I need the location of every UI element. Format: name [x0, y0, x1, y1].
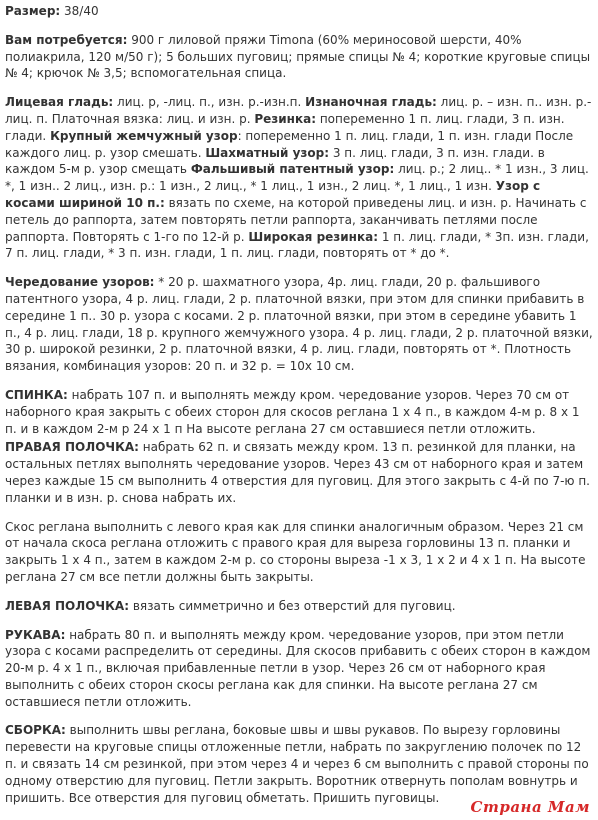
sleeves-paragraph	[5, 627, 593, 711]
back-label: СПИНКА:	[5, 387, 68, 402]
right-front-label: ПРАВАЯ ПОЛОЧКА:	[5, 440, 139, 455]
stockinette-label: Лицевая гладь:	[5, 95, 114, 110]
wide-rib-text: 1 п. лиц. глади, * 3п. изн. глади, 7 п. лиц. глади, * 3 п. изн. глади, 1 п. лиц. глади, повторять от * до *.	[5, 229, 589, 261]
patterns-paragraph	[5, 94, 593, 262]
seed-stitch-text: : попеременно 1 п. лиц. глади, 1 п. изн. глади После каждого лиц. р. узор смешать.	[5, 128, 574, 160]
reverse-stockinette-text: лиц. р. – изн. п.. изн. р.-лиц. п. Платочная вязка: лиц. и изн. р.	[5, 95, 592, 126]
chess-pattern-text: 3 п. лиц. глади, 3 п. изн. глади. в каждом 5-м р. узор смещать	[5, 145, 545, 177]
raglan-paragraph	[5, 519, 593, 586]
size-value: 38/40	[60, 4, 99, 18]
left-front-paragraph	[5, 598, 593, 615]
left-front-label: ЛЕВАЯ ПОЛОЧКА:	[5, 598, 130, 613]
materials-label: Вам потребуется:	[5, 32, 128, 47]
sleeves-label: РУКАВА:	[5, 627, 66, 642]
fake-patent-text: лиц. р.; 2 лиц.. * 1 изн., 3 лиц. *, 1 изн.. 2 лиц., изн. р.: 1 изн., 2 лиц., * 1 лиц., 1 изн., 2 лиц. *, 1 лиц., 1 изн.	[5, 162, 589, 194]
assembly-text: выполнить швы реглана, боковые швы и швы рукавов. По вырезу горловины перевести на круговые спицы отложенные петли, набрать по закруглению полочек по 12 п. и связать 14 см резинкой, при этом через 4 и через 6 см выполнить с правой стороны по одному отверстию для пуговиц. Петли закрыть. Воротник отвернуть пополам вовнутрь и пришить. Все отверстия для пуговиц обметать. Пришить пуговицы.	[5, 723, 589, 805]
sleeves-text: набрать 80 п. и выполнять между кром. чередование узоров, при этом петли узора с косами распределить от середины. Для скосов прибавить с обеих сторон в каждом 20-м р. 4 х 1 п., включая прибавленные петли в узор. Через 26 см от наборного края выполнить с обеих сторон скосы реглана как для спинки. На высоте реглана 27 см оставшиеся петли отложить.	[5, 627, 591, 709]
wide-rib-label: Широкая резинка:	[248, 229, 379, 244]
raglan-text: Скос реглана выполнить с левого края как для спинки аналогичным образом. Через 21 см от начала скоса реглана отложить с правого края для выреза горловины 13 п. планки и закрыть 1 х 4 п., затем в каждом 2-м р. со стороны выреза -1 х 3, 1 х 2 и 4 х 1 п. На высоте реглана 27 см все петли должны быть закрыты.	[5, 519, 586, 584]
fake-patent-label: Фальшивый патентный узор:	[190, 162, 395, 177]
size-paragraph	[5, 3, 593, 20]
rib-label: Резинка:	[254, 111, 317, 126]
chess-pattern-label: Шахматный узор:	[205, 145, 330, 160]
materials-text: 900 г лиловой пряжи Timona (60% мериносовой шерсти, 40% полиакрила, 120 м/50 г); 5 больших пуговиц; прямые спицы № 4; короткие круговые спицы № 4; крючок № 3,5; вспомогательная спица.	[5, 32, 591, 81]
materials-paragraph	[5, 32, 593, 82]
back-paragraph	[5, 387, 593, 437]
cable-pattern-text: вязать по схеме, на которой приведены лиц. и изн. р. Начинать с петель до раппорта, затем повторять петли раппорта, заканчивать петлями после раппорта. Повторять с 1-го по 12-й р.	[5, 195, 587, 244]
right-front-text: набрать 62 п. и связать между кром. 13 п. резинкой для планки, на остальных петлях выполнять чередование узоров. Через 43 см от наборного края и затем через каждые 15 см выполнить 4 отверстия для пуговиц. Для этого закрыть с 4-й по 7-ю п. планки и в изн. р. снова набрать их.	[5, 440, 590, 505]
reverse-stockinette-label: Изнаночная гладь:	[305, 95, 437, 110]
alternation-paragraph	[5, 274, 593, 375]
right-front-paragraph	[5, 439, 593, 506]
assembly-label: СБОРКА:	[5, 723, 66, 738]
rib-text: попеременно 1 п. лиц. глади, 3 п. изн. глади.	[5, 111, 565, 143]
back-text: набрать 107 п. и выполнять между кром. чередование узоров. Через 70 см от наборного края закрыть с обеих сторон для скосов реглана 1 х 4 п., в каждом 4-м р. 8 х 1 п. и в каждом 2-м р 24 х 1 п На высоте реглана 27 см оставшиеся петли отложить.	[5, 387, 580, 436]
cable-pattern-label: Узор с косами шириной 10 п.:	[5, 179, 541, 210]
size-label: Размер:	[5, 4, 61, 18]
alternation-text: * 20 р. шахматного узора, 4р. лиц. глади, 20 р. фальшивого патентного узора, 4 р. лиц. глади, 2 р. платочной вязки, при этом для спинки прибавить в середине 1 п.. 30 р. узора с косами. 2 р. платочной вязки, при этом в середине убавить 1 п., 4 р. лиц. глади, 18 р. крупного жемчужного узора. 4 р. лиц. глади, 2 р. платочной вязки, 30 р. широкой резинки, 2 р. платочной вязки, 4 р. лиц. глади, повторять от *. Плотность вязания, комбинация узоров: 20 п. и 32 р. = 10x 10 см.	[5, 275, 593, 374]
assembly-paragraph	[5, 722, 593, 806]
stockinette-text: лиц. р, -лиц. п., изн. р.-изн.п.	[113, 95, 306, 110]
seed-stitch-label: Крупный жемчужный узор	[50, 128, 238, 143]
left-front-text: вязать симметрично и без отверстий для пуговиц.	[129, 598, 456, 613]
alternation-label: Чередование узоров:	[5, 275, 155, 290]
site-watermark: Страна Мам	[455, 798, 592, 816]
